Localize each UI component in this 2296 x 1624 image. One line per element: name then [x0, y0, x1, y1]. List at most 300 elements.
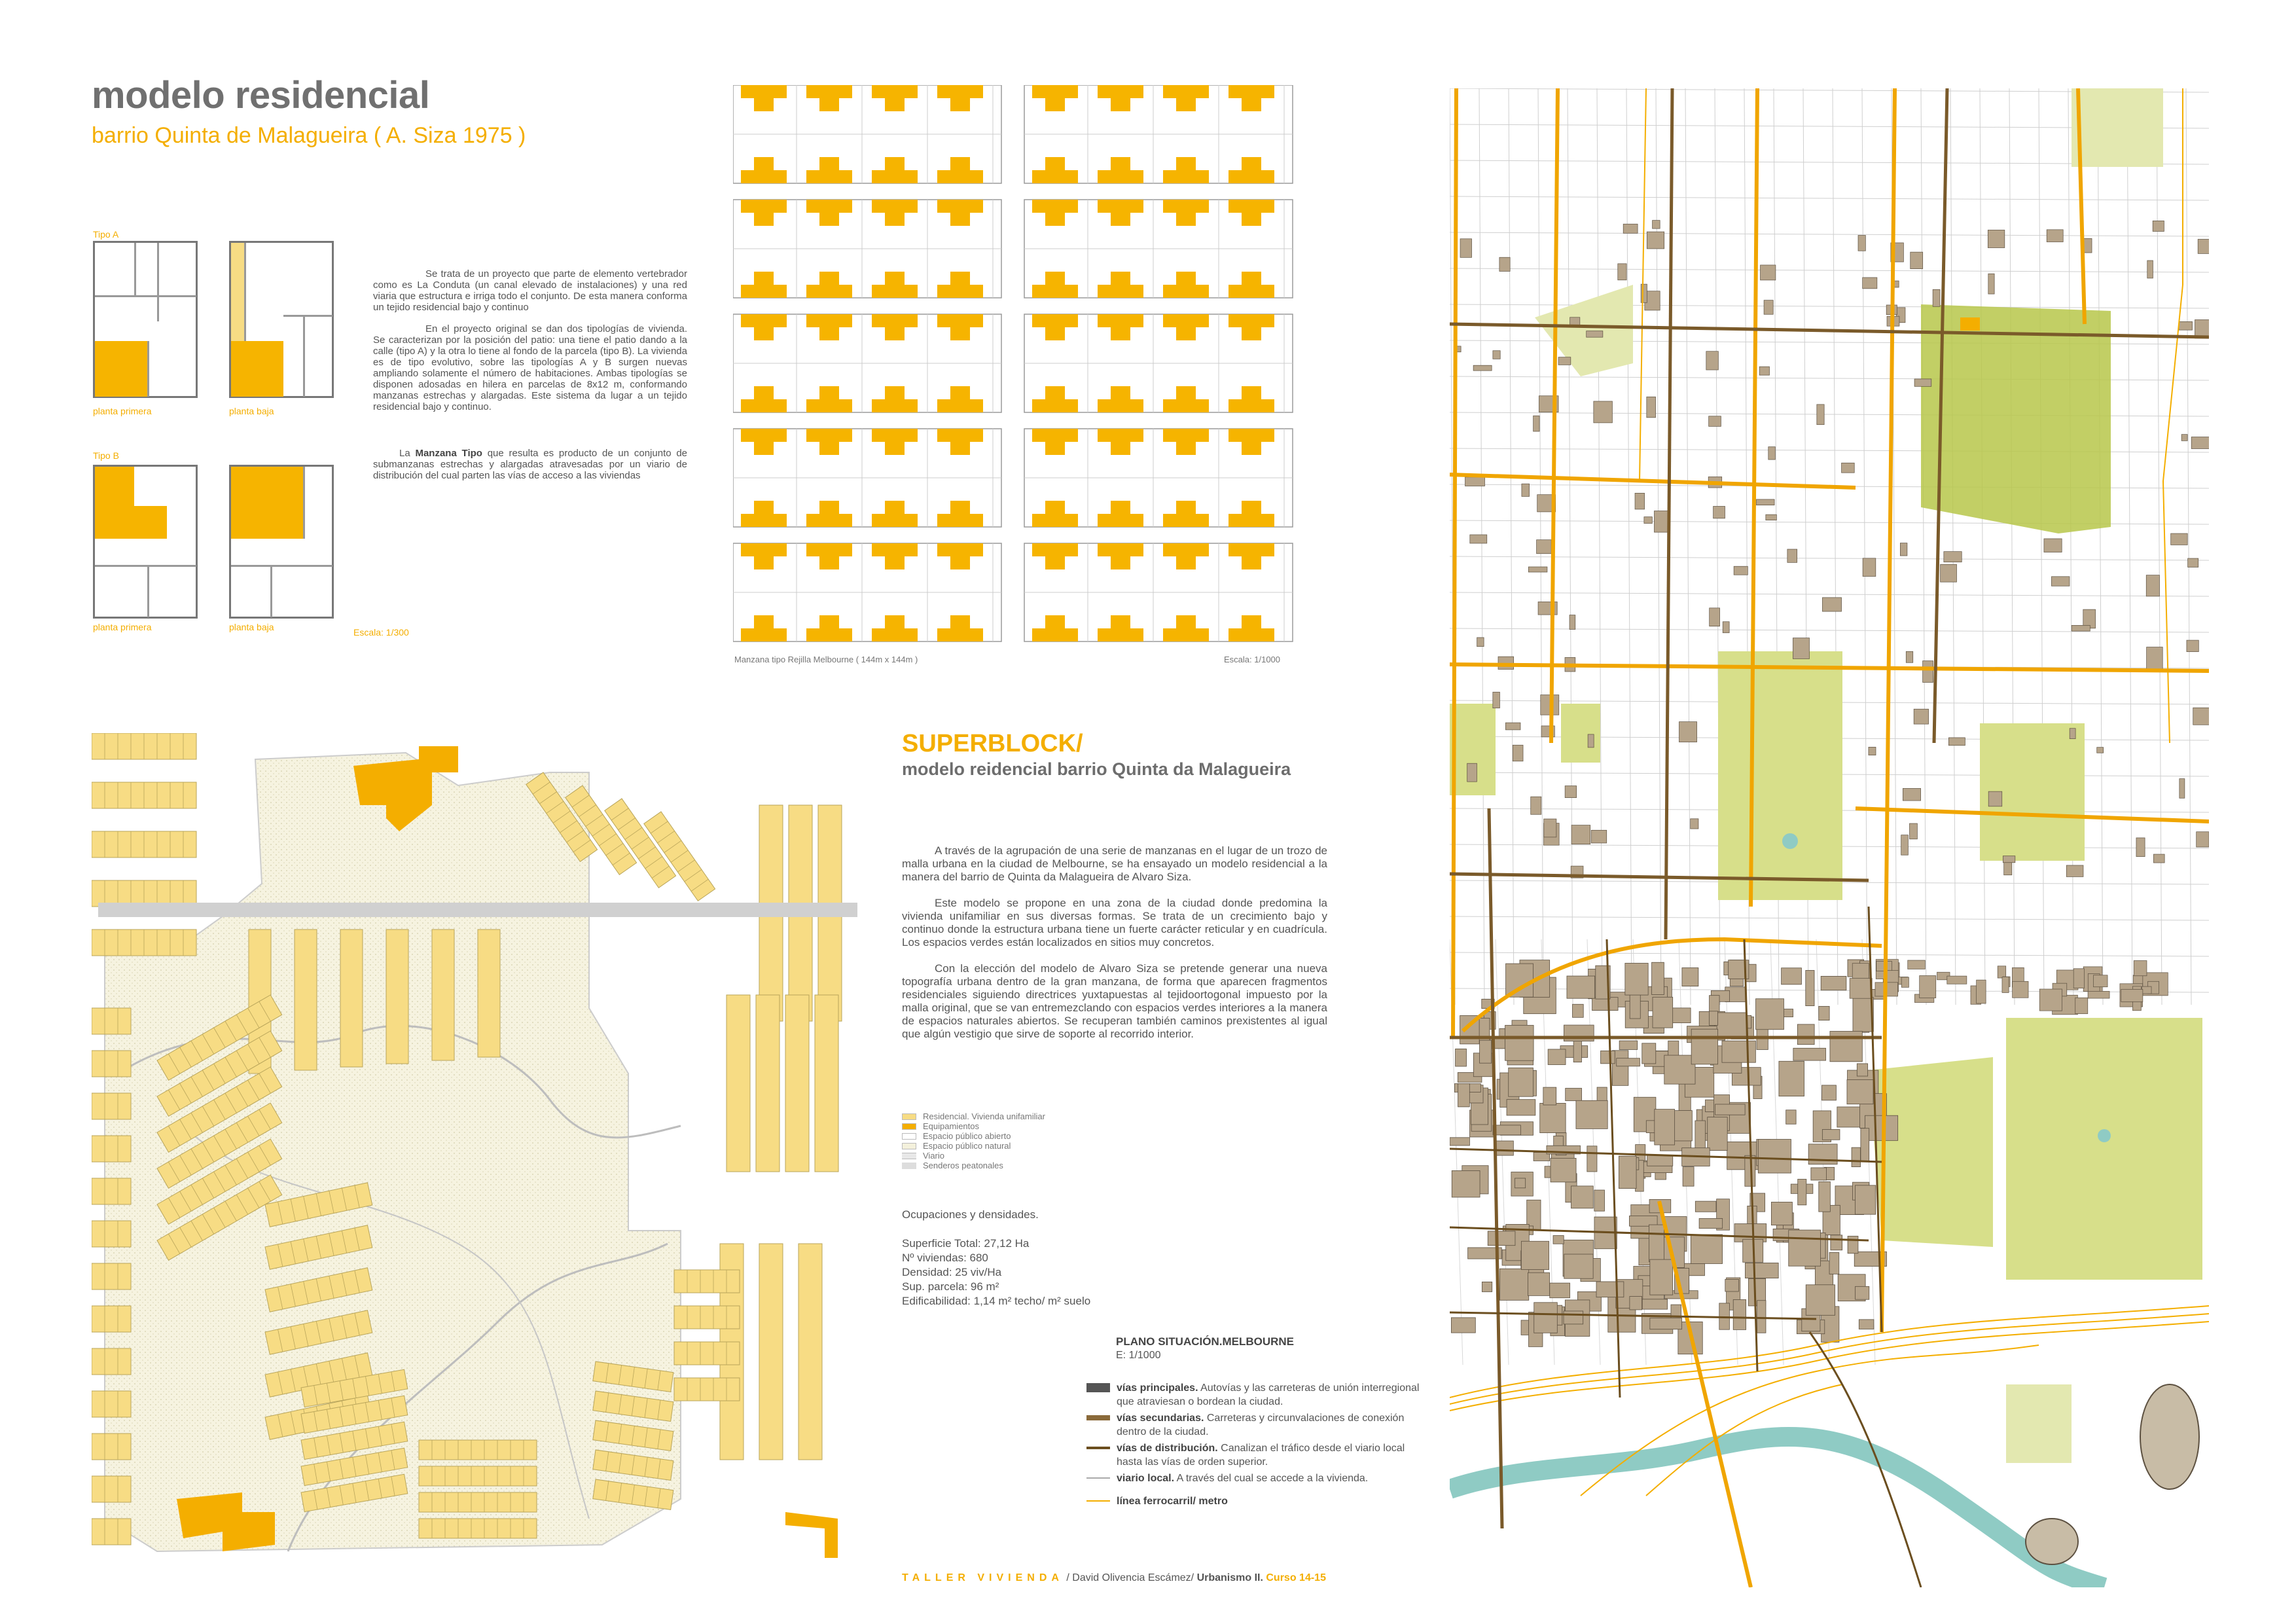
melbourne-map [1450, 88, 2209, 1587]
house-row [92, 1136, 131, 1162]
house-row-band [674, 1342, 740, 1365]
house-row-band [674, 1270, 740, 1293]
green-park [1718, 651, 1842, 900]
map-building [1534, 1303, 1558, 1333]
road-swatch [1086, 1500, 1110, 1502]
intro-text [373, 268, 687, 481]
map-building [1647, 1155, 1673, 1166]
map-building [2193, 708, 2209, 725]
map-building [1988, 230, 2005, 247]
map-building [1543, 1087, 1556, 1105]
legend-swatch [902, 1133, 916, 1140]
house-row [419, 1466, 537, 1486]
grid-caption: Manzana tipo Rejilla Melbourne ( 144m x 144m ) [734, 655, 918, 664]
house-row [674, 1306, 740, 1329]
map-building [1944, 552, 1962, 562]
house-row-band [92, 1476, 131, 1502]
map-building [1571, 825, 1590, 844]
house-row [295, 929, 317, 1070]
map-building [1822, 1085, 1837, 1100]
map-building [1771, 1202, 1792, 1225]
map-building [2044, 539, 2062, 552]
map-building [1858, 236, 1865, 251]
map-building [1722, 1041, 1755, 1062]
map-building [1495, 1141, 1514, 1155]
map-building [1551, 1158, 1576, 1182]
plano-title: PLANO SITUACIÓN.MELBOURNE [1116, 1335, 1294, 1348]
legend-item: Senderos peatonales [902, 1161, 1045, 1170]
map-building [2002, 977, 2009, 992]
map-building [1473, 365, 1492, 370]
map-building [1695, 1201, 1716, 1212]
map-building [1901, 835, 1909, 856]
map-building [1766, 514, 1777, 520]
intro-paragraph-3: La Manzana Tipo que resulta es producto de un conjunto de submanzanas estrechas y alargadas atravesadas por un viario de distribución del cual parten las vías de acceso a las viviendas [373, 448, 688, 481]
map-building [1644, 517, 1652, 524]
map-building [1565, 786, 1577, 798]
green-park [1921, 304, 2111, 533]
map-building [1786, 1110, 1796, 1124]
house-row [432, 929, 454, 1060]
map-building [2147, 261, 2153, 278]
map-building [1733, 1299, 1746, 1329]
legend-swatch [902, 1123, 916, 1130]
map-building [1654, 511, 1669, 532]
map-building [2191, 437, 2209, 449]
map-building [1509, 1068, 1534, 1096]
house-row [674, 1378, 740, 1401]
map-building [1452, 1170, 1480, 1197]
plano-scale: E: 1/1000 [1116, 1350, 1161, 1361]
map-building [1528, 1272, 1549, 1295]
map-building [1460, 239, 1471, 258]
map-building [1521, 1241, 1549, 1269]
house-row [92, 831, 196, 857]
map-building [1537, 540, 1552, 554]
house-row-band [419, 1519, 537, 1538]
planta-baja-label-b: planta baja [229, 622, 274, 632]
map-building [1499, 1269, 1528, 1300]
house-row-band [726, 995, 750, 1172]
stat-densidad: Densidad: 25 viv/Ha [902, 1266, 1002, 1278]
map-building [1817, 405, 1824, 425]
map-building [1653, 221, 1660, 229]
map-building [1534, 416, 1539, 431]
map-building [1488, 1231, 1515, 1246]
house-row [92, 1263, 131, 1290]
footer-curso: Curso 14-15 [1263, 1572, 1326, 1583]
legend-swatch [902, 1113, 916, 1120]
tipo-b-first-floor-plan [93, 465, 198, 619]
green-park [2006, 1018, 2202, 1280]
house-row [798, 1244, 822, 1460]
legend-swatch [902, 1143, 916, 1149]
map-building [1596, 1282, 1624, 1297]
map-building [1650, 1259, 1673, 1295]
map-building [1647, 397, 1656, 418]
map-building [1793, 1048, 1826, 1060]
map-building [1507, 1100, 1535, 1115]
map-building [1758, 1139, 1791, 1173]
map-building [1564, 1311, 1583, 1324]
map-building [1566, 1088, 1582, 1100]
house-row-band [92, 1434, 131, 1460]
map-building [2146, 575, 2159, 596]
map-building [2188, 558, 2198, 567]
map-building [1594, 401, 1613, 423]
map-building [2093, 975, 2108, 987]
house-row-band [92, 1178, 131, 1204]
legend-item: Equipamientos [902, 1121, 1045, 1131]
map-building [1933, 289, 1940, 306]
road-legend-item: vías principales. Autovías y las carreteras de unión interregional que atraviesan o bordean la ciudad. [1086, 1381, 1420, 1409]
map-building [2047, 230, 2063, 242]
map-building [1819, 1182, 1831, 1212]
map-building [1664, 1055, 1695, 1084]
map-building [1806, 1285, 1835, 1316]
house-row-band [92, 1136, 131, 1162]
map-building [1451, 1318, 1475, 1333]
map-building [2187, 640, 2198, 651]
house-row-band [386, 929, 408, 1064]
house-row [92, 929, 196, 956]
map-building [1710, 996, 1720, 1013]
pond [1782, 833, 1798, 849]
map-building [1531, 797, 1541, 814]
highlight-building [1960, 317, 1980, 331]
house-row-band [674, 1306, 740, 1329]
house-row-band [432, 929, 454, 1060]
map-building [1830, 1031, 1862, 1061]
road-legend-item: línea ferrocarril/ metro [1086, 1494, 1420, 1508]
map-building [1822, 598, 1841, 611]
house-row [674, 1270, 740, 1293]
road-legend-item: vías de distribución. Canalizan el tráfico desde el viario local hasta las vías de orden superior. [1086, 1441, 1420, 1469]
house-row [92, 1093, 131, 1119]
map-building [1456, 1049, 1467, 1066]
map-building [2153, 221, 2164, 231]
map-building [1725, 1279, 1739, 1291]
house-row [674, 1342, 740, 1365]
house-row [92, 1348, 131, 1375]
map-building [1588, 734, 1594, 748]
map-building [1821, 976, 1846, 990]
map-building [1787, 549, 1797, 562]
road-swatch [1086, 1447, 1110, 1449]
map-building [1861, 1128, 1869, 1161]
house-row-band [92, 1263, 131, 1290]
road-legend-item: vías secundarias. Carreteras y circunvalaciones de conexión dentro de la ciudad. [1086, 1411, 1420, 1439]
house-row-band [815, 995, 838, 1172]
map-building [1819, 1006, 1829, 1020]
map-building [1450, 1138, 1469, 1146]
map-building [2153, 854, 2164, 863]
map-building [1863, 558, 1876, 577]
map-building [1865, 1115, 1898, 1140]
house-row [92, 1178, 131, 1204]
manzana-tipo-grid [733, 85, 1296, 648]
map-building [1619, 1041, 1638, 1049]
superblock-paragraph-3: Con la elección del modelo de Alvaro Siza se pretende generar una nueva topografía urbana dentro de la gran manzana, de forma que aparecen fragmentos residenciales siguiendo directrices yuxtapuestas al tejidoortogonal impuesto por la malla original, que se van entremezclando con espacios verdes interiores a la manera de espacios naturales abiertos. Se recuperan también caminos prexistentes al igual que algún vestigio que sirve de soporte al recorrido interior. [902, 962, 1327, 1040]
house-row [419, 1492, 537, 1512]
map-building [1745, 1263, 1778, 1278]
tipo-b-ground-floor-plan [229, 465, 334, 619]
map-building [1699, 1218, 1723, 1228]
house-row [340, 929, 363, 1067]
green-park [1869, 1057, 1993, 1247]
house-row-band [92, 1391, 131, 1417]
house-row [785, 995, 809, 1172]
map-building [2066, 865, 2083, 876]
map-building [1691, 1235, 1722, 1263]
map-building [1757, 499, 1775, 505]
road-swatch [1086, 1477, 1110, 1479]
map-building [1548, 1049, 1566, 1065]
map-building [1594, 1190, 1605, 1211]
map-building [1691, 1029, 1717, 1064]
house-row-band [92, 1008, 131, 1034]
map-building [1691, 819, 1698, 829]
house-row [815, 995, 838, 1172]
map-building [1900, 543, 1907, 556]
house-row [92, 733, 196, 759]
map-building [1756, 999, 1784, 1030]
map-building [1528, 567, 1547, 572]
green-park [2072, 88, 2163, 167]
tipo-a-ground-floor-plan [229, 241, 334, 398]
map-building [1623, 224, 1638, 233]
map-building [2073, 969, 2084, 988]
house-row [419, 1440, 537, 1460]
map-building [1641, 284, 1647, 302]
map-building [1576, 1100, 1607, 1128]
map-building [1642, 1043, 1656, 1064]
map-building [1618, 264, 1626, 280]
house-row-band [419, 1440, 537, 1460]
map-building [1682, 967, 1698, 986]
map-building [1779, 1061, 1804, 1096]
house-row [726, 995, 750, 1172]
map-building [1587, 331, 1603, 338]
map-building [2013, 981, 2028, 998]
planta-primera-label-a: planta primera [93, 406, 152, 416]
map-building [1573, 1004, 1584, 1017]
map-building [1768, 447, 1776, 460]
road-swatch [1086, 1415, 1110, 1420]
map-building [1652, 962, 1664, 994]
map-building [1857, 1064, 1867, 1076]
map-building [1592, 998, 1618, 1011]
map-building [1848, 1236, 1858, 1253]
map-building [1679, 722, 1696, 742]
map-building [1493, 351, 1500, 359]
house-row [92, 1306, 131, 1332]
house-row-band [92, 1221, 131, 1247]
house-row [92, 1008, 131, 1034]
intro-paragraph-2: En el proyecto original se dan dos tipologías de vivienda. Se caracterizan por la posición del patio: una tiene el patio dando a la calle (tipo A) y la otra lo tiene al fondo de la parcela (tipo B). La vivienda es de tipo evolutivo, sobre las tipologías A y B surgen nuevas ampliando solamente el número de habitaciones. Ambas tipologías se disponen adosadas en hilera en parcelas de 8x12 m, conformando manzanas estrechas y alargadas. Este sistema da lugar a un tejido residencial bajo y continuo. [373, 323, 687, 412]
map-building [1550, 1283, 1570, 1298]
stats-heading: Ocupaciones y densidades. [902, 1208, 1039, 1221]
stat-parcela: Sup. parcela: 96 m² [902, 1280, 999, 1293]
map-building [1764, 300, 1773, 315]
map-building [2003, 856, 2015, 863]
map-building [1906, 651, 1912, 662]
tipo-a-label: Tipo A [93, 229, 119, 240]
map-building [1649, 1225, 1664, 1261]
house-row-band [92, 1348, 131, 1375]
map-building [1847, 1080, 1873, 1104]
superblock-paragraph-2: Este modelo se propone en una zona de la ciudad donde predomina la vivienda unifamiliar en sus diversas formas. Se trata de un crecimiento bajo y continuo donde la estructura urbana tiene un fuerte carácter reticular y en cuadrícula. Los espacios verdes están localizados en sitios muy concretos. [902, 897, 1327, 948]
map-building [1863, 278, 1877, 289]
map-building [1822, 1129, 1840, 1140]
house-row-band [419, 1492, 537, 1512]
map-building [1977, 980, 1986, 1003]
superblock-paragraph-1: A través de la agrupación de una serie de manzanas en el lugar de un trozo de malla urbana en la ciudad de Melbourne, se ha ensayado un modelo residencial a la manera del barrio de Quinta da Malagueira de Alvaro Siza. [902, 844, 1327, 883]
legend-item: Espacio público abierto [902, 1131, 1045, 1141]
typology-scale: Escala: 1/300 [353, 627, 409, 638]
map-building [1757, 1301, 1766, 1333]
footer-course: Urbanismo II. [1196, 1572, 1263, 1583]
house-row-band [756, 995, 780, 1172]
map-building [2136, 838, 2145, 857]
map-building [1782, 968, 1802, 984]
legend-swatch [902, 1163, 916, 1169]
map-building [1708, 1117, 1727, 1151]
map-building [1988, 274, 1994, 294]
map-building [2181, 435, 2187, 441]
stats-block [902, 1208, 1090, 1308]
house-row [419, 1519, 537, 1538]
map-building [1831, 1235, 1842, 1250]
map-building [1499, 257, 1510, 271]
house-row [92, 1391, 131, 1417]
map-building [1723, 622, 1729, 633]
map-building [1901, 977, 1909, 987]
grid-scale: Escala: 1/1000 [1224, 655, 1281, 664]
page-subtitle: barrio Quinta de Malagueira ( A. Siza 1975 ) [92, 123, 526, 148]
map-building [1850, 979, 1872, 999]
house-row-band [759, 1244, 783, 1460]
map-building [2171, 533, 2187, 545]
map-building [1910, 823, 1918, 839]
pond [2098, 1129, 2111, 1142]
map-building [2198, 239, 2209, 253]
map-building [1715, 1013, 1746, 1036]
map-building [2051, 577, 2070, 586]
map-building [1709, 1011, 1717, 1026]
intro-paragraph-1: Se trata de un proyecto que parte de elemento vertebrador como es La Conduta (un canal elevado de instalaciones) y una red viaria que estructura e irriga todo el conjunto. De esta manera conforma un tejido residencial bajo y continuo [373, 268, 687, 313]
map-building [1903, 788, 1920, 801]
map-building [2088, 991, 2109, 998]
map-building [2039, 989, 2062, 1011]
map-building [1914, 379, 1931, 386]
map-building [1710, 608, 1720, 626]
map-building [1715, 1104, 1746, 1115]
map-building [2134, 961, 2147, 976]
map-building [2121, 989, 2143, 1001]
map-building [1458, 1083, 1470, 1107]
map-building [1587, 1146, 1597, 1172]
map-building [1513, 745, 1523, 761]
map-building [1908, 960, 1926, 969]
map-building [1505, 723, 1520, 730]
map-building [1856, 1185, 1876, 1214]
house-row-band [674, 1378, 740, 1401]
map-building [1793, 638, 1809, 659]
stadium [2026, 1519, 2078, 1564]
map-building [1642, 1299, 1667, 1309]
map-building [1553, 1236, 1564, 1244]
stat-viviendas: Nº viviendas: 680 [902, 1252, 988, 1264]
map-building [2097, 748, 2104, 753]
legend-swatch [902, 1153, 916, 1159]
map-building [1567, 976, 1595, 998]
map-building [1540, 1103, 1566, 1132]
map-building [1761, 265, 1776, 280]
map-building [1493, 1125, 1520, 1135]
map-building [1470, 535, 1487, 543]
house-row [92, 1519, 131, 1545]
map-building [1789, 1230, 1821, 1266]
map-building [1852, 1147, 1860, 1167]
map-building [1806, 970, 1814, 1005]
map-building [1910, 252, 1923, 268]
road-legend-item: viario local. A través del cual se accede a la vivienda. [1086, 1471, 1420, 1485]
map-building [2147, 647, 2163, 670]
map-building [1988, 791, 2002, 806]
map-building [1759, 367, 1769, 375]
house-row [756, 995, 780, 1172]
house-row [92, 1221, 131, 1247]
map-building [1859, 1320, 1874, 1329]
tipo-a-first-floor-plan [93, 241, 198, 398]
map-building [1505, 1025, 1534, 1060]
superblock-subtitle: modelo reidencial barrio Quinta da Malagueira [902, 759, 1291, 779]
map-building [1482, 1282, 1492, 1291]
road-legend [1086, 1381, 1420, 1508]
map-building [1465, 477, 1485, 486]
footer-author: / David Olivencia Escámez/ [1063, 1572, 1197, 1583]
superblock-plan [92, 733, 864, 1564]
map-building [1914, 709, 1928, 724]
map-building [1683, 1167, 1694, 1187]
map-building [1647, 232, 1664, 249]
map-building [1479, 1018, 1490, 1043]
map-building [1734, 566, 1748, 575]
page-title: modelo residencial [92, 74, 430, 117]
house-row-band [92, 1519, 131, 1545]
house-row-band [92, 1051, 131, 1077]
map-building [1477, 638, 1484, 647]
map-building [1630, 1297, 1642, 1310]
map-building [1506, 964, 1534, 997]
map-building [1570, 615, 1575, 630]
map-building [1601, 1051, 1615, 1063]
legend-item: Residencial. Vivienda unifamiliar [902, 1111, 1045, 1121]
map-building [2072, 625, 2090, 631]
map-building [1558, 357, 1571, 365]
green-park [1561, 704, 1600, 763]
map-building [1811, 1168, 1827, 1180]
footer [902, 1572, 1326, 1584]
map-building [2179, 321, 2193, 330]
legend-item: Viario [902, 1151, 1045, 1161]
map-building [1923, 661, 1933, 683]
map-building [1948, 738, 1965, 746]
house-row-band [295, 929, 317, 1070]
green-park [2006, 1384, 2072, 1463]
map-building [1655, 1110, 1675, 1145]
